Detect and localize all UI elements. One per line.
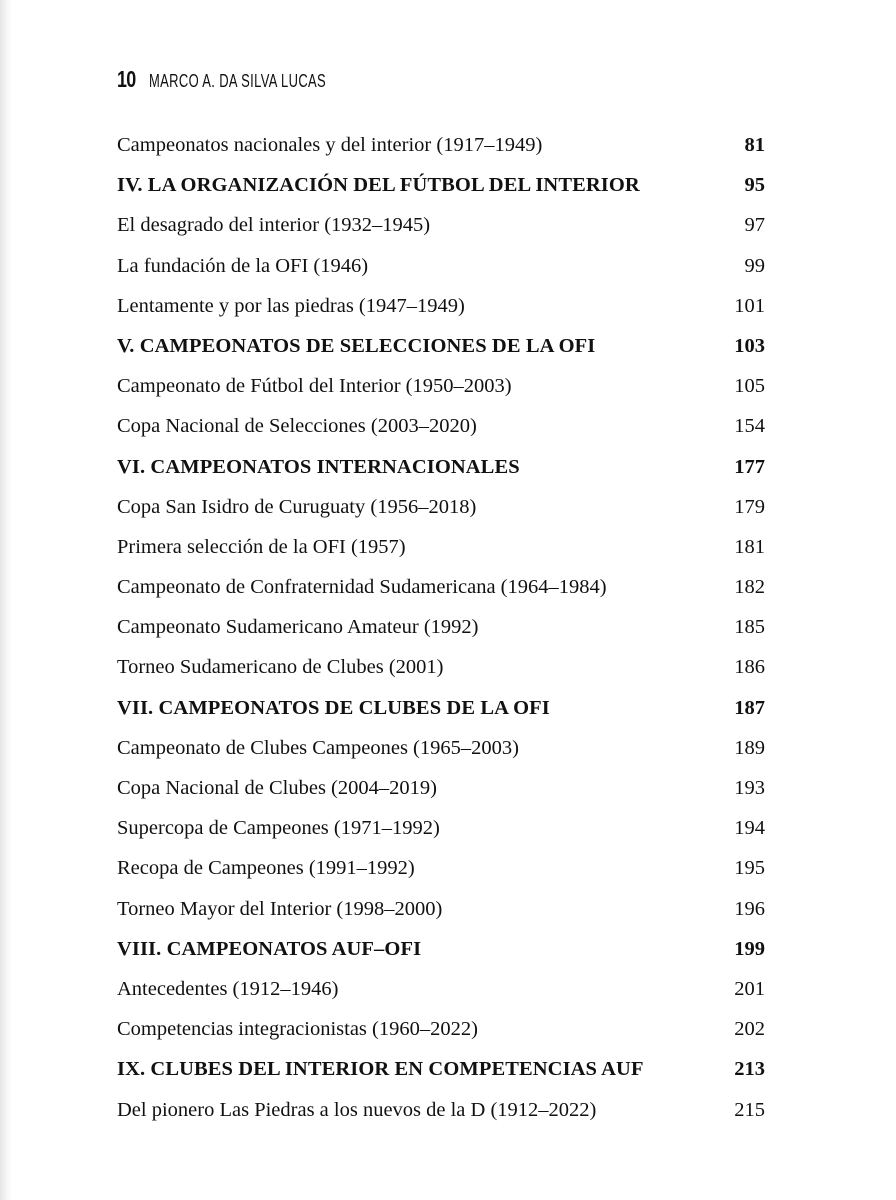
table-of-contents [117, 125, 765, 1130]
toc-chapter [117, 326, 765, 366]
toc-entry-title: El desagrado del interior (1932–1945) [117, 214, 431, 237]
toc-entry [117, 1009, 765, 1049]
toc-entry-page: 201 [734, 977, 765, 1000]
toc-entry-title: Lentamente y por las piedras (1947–1949) [117, 294, 465, 317]
toc-chapter [117, 165, 765, 205]
toc-entry-page: 181 [734, 535, 765, 558]
toc-entry-page: 185 [734, 616, 765, 639]
toc-entry [117, 205, 765, 245]
toc-entry-page: 182 [734, 576, 765, 599]
page-number: 10 [117, 66, 136, 92]
toc-chapter-title: VI. CAMPEONATOS INTERNACIONALES [117, 455, 520, 478]
page-edge-shadow [0, 0, 12, 1200]
toc-entry [117, 889, 765, 929]
toc-entry-title: Campeonato Sudamericano Amateur (1992) [117, 616, 479, 639]
toc-entry-title: Torneo Sudamericano de Clubes (2001) [117, 656, 444, 679]
toc-chapter [117, 929, 765, 969]
toc-entry-page: 186 [734, 656, 765, 679]
toc-entry-page: 215 [734, 1098, 765, 1121]
toc-entry-title: Copa Nacional de Selecciones (2003–2020) [117, 415, 477, 438]
toc-entry-page: 202 [734, 1018, 765, 1041]
toc-entry-page: 81 [744, 134, 765, 156]
toc-chapter-title: IX. CLUBES DEL INTERIOR EN COMPETENCIAS AUF [117, 1058, 644, 1081]
toc-entry-title: Primera selección de la OFI (1957) [117, 535, 406, 558]
toc-entry-title: Copa Nacional de Clubes (2004–2019) [117, 777, 437, 799]
toc-entry [117, 487, 765, 527]
toc-entry-page: 97 [744, 214, 765, 237]
toc-entry [117, 768, 765, 808]
toc-entry [117, 527, 765, 567]
toc-entry-title: Torneo Mayor del Interior (1998–2000) [117, 897, 443, 920]
toc-chapter-title: IV. LA ORGANIZACIÓN DEL FÚTBOL DEL INTERIOR [117, 174, 640, 197]
toc-entry [117, 1090, 765, 1130]
toc-entry [117, 286, 765, 326]
toc-entry-title: Copa San Isidro de Curuguaty (1956–2018) [117, 495, 477, 518]
toc-entry-title: Recopa de Campeones (1991–1992) [117, 857, 415, 880]
toc-entry [117, 808, 765, 848]
toc-entry-page: 196 [734, 897, 765, 920]
toc-entry-title: Campeonatos nacionales y del interior (1917–1949) [117, 134, 543, 156]
toc-entry-title: Competencias integracionistas (1960–2022) [117, 1018, 478, 1041]
toc-entry-title: La fundación de la OFI (1946) [117, 254, 369, 277]
toc-entry-page: 189 [734, 736, 765, 759]
toc-chapter-page: 199 [734, 937, 765, 960]
toc-entry-title: Del pionero Las Piedras a los nuevos de la D (1912–2022) [117, 1098, 597, 1121]
toc-entry-page: 193 [734, 777, 765, 799]
toc-chapter-title: VII. CAMPEONATOS DE CLUBES DE LA OFI [117, 696, 550, 719]
toc-entry-page: 101 [734, 294, 765, 317]
toc-entry-page: 194 [734, 817, 765, 840]
toc-entry-title: Antecedentes (1912–1946) [117, 977, 339, 1000]
toc-entry [117, 366, 765, 406]
author-name: MARCO A. DA SILVA LUCAS [149, 71, 327, 91]
toc-chapter-page: 187 [734, 696, 765, 719]
toc-chapter [117, 1049, 765, 1089]
toc-chapter-page: 95 [744, 174, 765, 197]
toc-entry [117, 647, 765, 687]
toc-chapter [117, 447, 765, 487]
toc-entry-page: 195 [734, 857, 765, 880]
toc-entry [117, 125, 765, 165]
toc-entry [117, 728, 765, 768]
toc-entry [117, 969, 765, 1009]
toc-entry [117, 607, 765, 647]
toc-entry [117, 848, 765, 888]
toc-entry [117, 246, 765, 286]
toc-entry-title: Campeonato de Clubes Campeones (1965–2003) [117, 736, 519, 759]
toc-chapter-title: V. CAMPEONATOS DE SELECCIONES DE LA OFI [117, 334, 596, 357]
toc-entry-page: 105 [734, 375, 765, 398]
toc-entry-page: 99 [744, 254, 765, 277]
toc-chapter-title: VIII. CAMPEONATOS AUF–OFI [117, 937, 422, 960]
toc-entry [117, 567, 765, 607]
toc-entry-page: 179 [734, 495, 765, 518]
toc-entry-page: 154 [734, 415, 765, 438]
toc-entry [117, 406, 765, 446]
toc-chapter-page: 213 [734, 1058, 765, 1081]
toc-entry-title: Supercopa de Campeones (1971–1992) [117, 817, 440, 840]
toc-chapter [117, 688, 765, 728]
toc-entry-title: Campeonato de Fútbol del Interior (1950–2003) [117, 375, 512, 398]
running-head [117, 66, 395, 93]
toc-chapter-page: 103 [734, 334, 765, 357]
toc-entry-title: Campeonato de Confraternidad Sudamericana (1964–1984) [117, 576, 607, 599]
toc-chapter-page: 177 [734, 455, 765, 478]
